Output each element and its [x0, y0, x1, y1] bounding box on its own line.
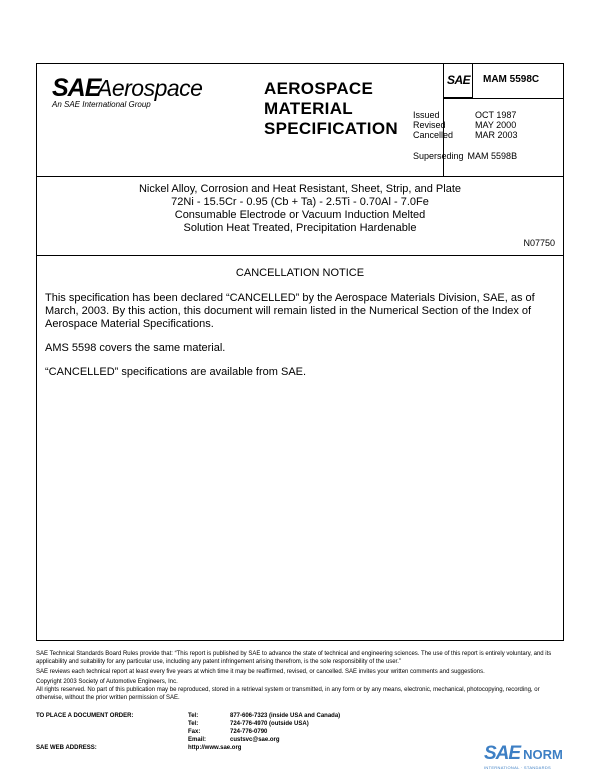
superseding-label: Superseding [413, 151, 464, 161]
docnum-divider [443, 98, 563, 99]
revised-label: Revised [413, 120, 446, 130]
footer-legal [36, 650, 564, 702]
revised-value: MAY 2000 [475, 120, 517, 130]
footer-copyright: Copyright 2003 Society of Automotive Engineers, Inc. [36, 679, 178, 685]
uns-code: N07750 [523, 238, 555, 248]
subject-line: Consumable Electrode or Vacuum Induction Melted [174, 209, 426, 221]
footer-rights: All rights reserved. No part of this publication may be reproduced, stored in a retrieval system or transmitted, in any form or by any means, electronic, mechanical, photocopying, recording, or otherwise, without the prior written permission of SAE. [36, 687, 540, 701]
order-row-value: 724-776-0790 [230, 729, 268, 735]
footer-review: SAE reviews each technical report at least every five years at which time it may be reaffirmed, revised, or cancelled. SAE invites your written comments and suggestions. [36, 669, 485, 675]
subject-bottom-rule [37, 255, 563, 256]
order-row-value: 724-776-4970 (outside USA) [230, 721, 309, 727]
order-row-label: Tel: [188, 721, 199, 727]
header-block [37, 64, 563, 176]
notice-paragraph: “CANCELLED” specifications are available from SAE. [45, 366, 307, 378]
superseding-value: MAM 5598B [467, 151, 518, 161]
order-row [36, 736, 340, 744]
order-row-value: 877-606-7323 (inside USA and Canada) [230, 713, 341, 719]
watermark-norm: NORM [523, 747, 563, 762]
subject-line: Solution Heat Treated, Precipitation Hardenable [183, 222, 417, 234]
order-row [36, 728, 340, 736]
order-label: TO PLACE A DOCUMENT ORDER: [36, 713, 134, 719]
issued-value: OCT 1987 [475, 110, 517, 120]
document-number: MAM 5598C [483, 74, 540, 85]
title-line: MATERIAL [264, 99, 353, 118]
document-frame [36, 63, 564, 641]
aerospace-logo-text: Aerospace [97, 75, 203, 101]
subject-block [37, 177, 563, 235]
order-row-value: custsvc@sae.org [230, 737, 280, 743]
order-row-label: Email: [188, 737, 207, 743]
order-row-label: Fax: [188, 729, 201, 735]
sae-mini-logo: SAE [447, 73, 471, 87]
issued-label: Issued [413, 110, 440, 120]
title-line: AEROSPACE [264, 79, 374, 98]
issued-row [413, 110, 518, 120]
subject-line: 72Ni - 15.5Cr - 0.95 (Cb + Ta) - 2.5Ti - 0.70Al - 7.0Fe [171, 196, 429, 208]
title-line: SPECIFICATION [264, 119, 398, 138]
mini-logo-box [443, 64, 473, 98]
cancelled-row [413, 130, 518, 140]
web-address-link[interactable]: http://www.sae.org [188, 745, 242, 751]
cancelled-value: MAR 2003 [475, 130, 518, 140]
logo-subtitle: An SAE International Group [52, 100, 151, 109]
watermark-sae: SAE [484, 743, 521, 764]
footer-rules: SAE Technical Standards Board Rules provide that: “This report is published by SAE to advance the state of technical and engineering sciences. The use of this report is entirely voluntary, and its applicability and suitability for any particular use, including any patent infringement arising therefrom, is the sole responsibility of the user.” [36, 651, 552, 665]
document-type-title [264, 79, 398, 139]
notice-paragraph: This specification has been declared “CANCELLED” by the Aerospace Materials Division, SAE, as of March, 2003. By this action, this document will remain listed in the Numerical Section of the Index of Aerospace Material Specifications. [45, 292, 535, 330]
order-row [36, 720, 340, 728]
cancelled-label: Cancelled [413, 130, 454, 140]
dates-block [413, 110, 518, 140]
notice-paragraph: AMS 5598 covers the same material. [45, 342, 226, 354]
notice-title: CANCELLATION NOTICE [235, 267, 365, 279]
sae-logo: SAE [52, 74, 101, 102]
watermark-subtitle: INTERNATIONAL · STANDARDS [484, 765, 551, 770]
revised-row [413, 120, 518, 130]
superseding-row [413, 151, 517, 161]
web-address-row [36, 745, 241, 751]
order-info [36, 712, 340, 744]
sae-norm-watermark [484, 743, 563, 765]
order-row-label: Tel: [188, 713, 199, 719]
subject-line: Nickel Alloy, Corrosion and Heat Resistant, Sheet, Strip, and Plate [138, 183, 461, 195]
order-row [36, 712, 340, 720]
web-label: SAE WEB ADDRESS: [36, 745, 97, 751]
notice-body [45, 292, 551, 390]
